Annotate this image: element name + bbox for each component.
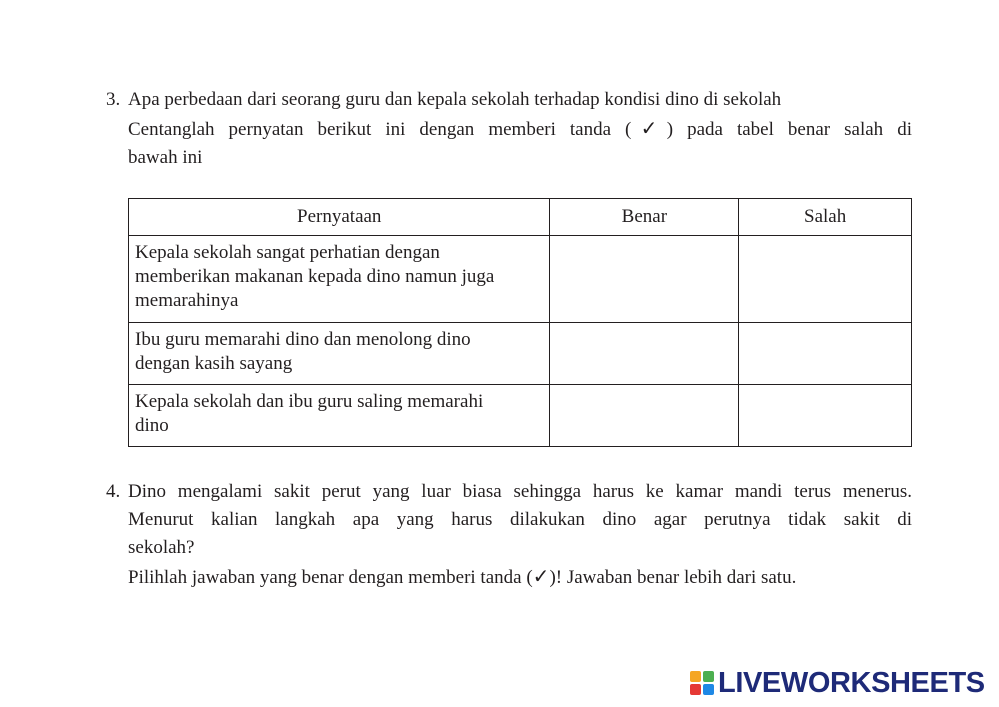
- header-benar: Benar: [550, 199, 739, 236]
- logo-square: [690, 684, 701, 695]
- header-pernyataan: Pernyataan: [129, 199, 550, 236]
- question-number: 4.: [106, 481, 121, 502]
- question-3: [106, 86, 912, 172]
- logo-square: [690, 671, 701, 682]
- question-text: [128, 86, 912, 172]
- question-number: 3.: [106, 89, 121, 110]
- statement-line: Kepala sekolah sangat perhatian dengan: [135, 242, 440, 263]
- header-salah: Salah: [739, 199, 912, 236]
- salah-checkbox-cell[interactable]: [739, 323, 912, 385]
- table-row: [129, 236, 912, 323]
- statement-cell: [129, 385, 550, 447]
- benar-checkbox-cell[interactable]: [550, 385, 739, 447]
- logo-text: LIVEWORKSHEETS: [718, 666, 985, 699]
- statement-line: dengan kasih sayang: [135, 353, 293, 374]
- instruction-line: bawah ini: [128, 147, 203, 168]
- instruction-text: ) pada tabel benar salah di: [666, 119, 912, 140]
- question-4: [106, 478, 912, 592]
- table-header-row: [129, 199, 912, 236]
- logo-mark-icon: [690, 671, 714, 695]
- statement-line: memberikan makanan kepada dino namun juga: [135, 266, 495, 287]
- question-line: Menurut kalian langkah apa yang harus dilakukan dino agar perutnya tidak sakit di: [128, 509, 912, 530]
- statement-line: memarahinya: [135, 290, 239, 311]
- logo-square: [703, 684, 714, 695]
- instruction-text: )! Jawaban benar lebih dari satu.: [549, 567, 797, 588]
- statement-line: Ibu guru memarahi dino dan menolong dino: [135, 329, 471, 350]
- question-line: Dino mengalami sakit perut yang luar biasa sehingga harus ke kamar mandi terus menerus.: [128, 481, 912, 502]
- instruction-text: Centanglah pernyatan berikut ini dengan memberi tanda (: [128, 119, 632, 140]
- table-row: [129, 323, 912, 385]
- question-line: Apa perbedaan dari seorang guru dan kepala sekolah terhadap kondisi dino di sekolah: [128, 89, 782, 110]
- statement-cell: [129, 323, 550, 385]
- question-line: sekolah?: [128, 537, 195, 558]
- checkmark-icon: ✓: [532, 564, 550, 588]
- statement-cell: [129, 236, 550, 323]
- benar-checkbox-cell[interactable]: [550, 323, 739, 385]
- true-false-table: [128, 198, 912, 447]
- salah-checkbox-cell[interactable]: [739, 236, 912, 323]
- statement-line: Kepala sekolah dan ibu guru saling memarahi: [135, 391, 484, 412]
- liveworksheets-logo: [690, 666, 985, 699]
- salah-checkbox-cell[interactable]: [739, 385, 912, 447]
- instruction-line: [128, 562, 912, 592]
- statement-line: dino: [135, 415, 169, 436]
- benar-checkbox-cell[interactable]: [550, 236, 739, 323]
- instruction-text: Pilihlah jawaban yang benar dengan memberi tanda (: [128, 567, 533, 588]
- logo-square: [703, 671, 714, 682]
- checkmark-icon: ✓: [631, 116, 667, 140]
- question-text: [128, 478, 912, 592]
- instruction-line: [128, 114, 912, 144]
- table-row: [129, 385, 912, 447]
